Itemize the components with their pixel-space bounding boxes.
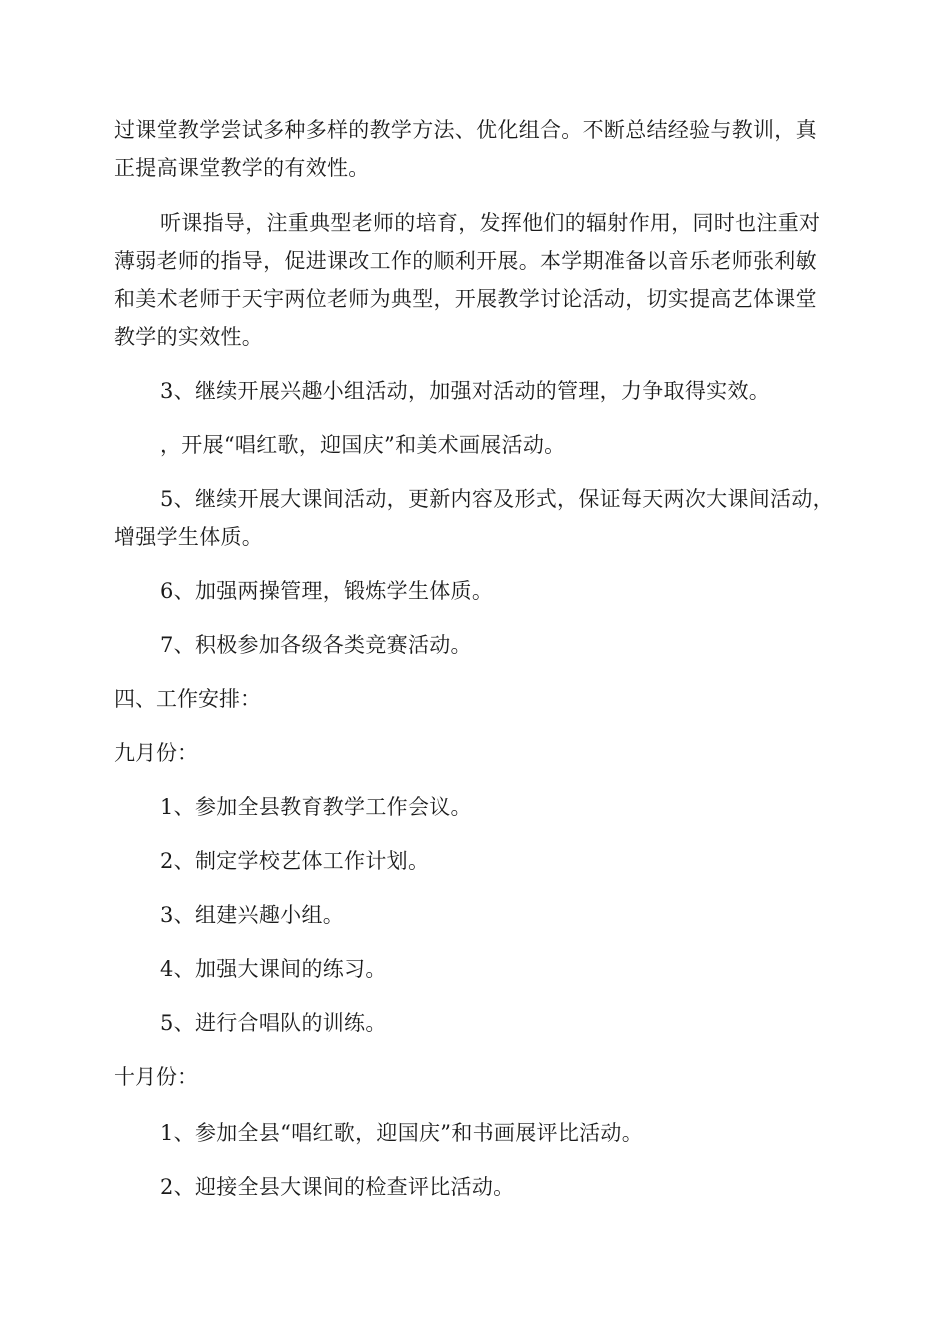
list-item: 1、参加全县教育教学工作会议。 (160, 795, 472, 819)
paragraph-big-break: 5、继续开展大课间活动，更新内容及形式，保证每天两次大课间活动，增强学生体质。 (114, 487, 834, 549)
section-heading-work-plan: 四、工作安排： (114, 687, 261, 711)
paragraph-interest-groups: 3、继续开展兴趣小组活动，加强对活动的管理，力争取得实效。 (160, 379, 771, 403)
list-item: 1、参加全县“唱红歌，迎国庆”和书画展评比活动。 (160, 1121, 644, 1145)
paragraph-teaching-methods: 过课堂教学尝试多种多样的教学方法、优化组合。不断总结经验与教训，真正提高课堂教学的有效性。 (114, 118, 817, 180)
list-item: 2、迎接全县大课间的检查评比活动。 (160, 1175, 515, 1199)
list-item: 2、制定学校艺体工作计划。 (160, 849, 430, 873)
paragraph-red-songs: ，开展“唱红歌，迎国庆”和美术画展活动。 (160, 433, 566, 457)
paragraph-lesson-guidance: 听课指导，注重典型老师的培育，发挥他们的辐射作用，同时也注重对薄弱老师的指导，促进课改工作的顺利开展。本学期准备以音乐老师张利敏和美术老师于天宇两位老师为典型，开展教学讨论活动，切实提高艺体课堂教学的实效性。 (114, 211, 821, 349)
list-item: 4、加强大课间的练习。 (160, 957, 387, 981)
list-item: 5、进行合唱队的训练。 (160, 1011, 387, 1035)
month-heading-october: 十月份： (114, 1065, 198, 1089)
paragraph-two-exercises: 6、加强两操管理，锻炼学生体质。 (160, 579, 494, 603)
paragraph-competitions: 7、积极参加各级各类竞赛活动。 (160, 633, 472, 657)
month-heading-september: 九月份： (114, 741, 198, 765)
list-item: 3、组建兴趣小组。 (160, 903, 345, 927)
